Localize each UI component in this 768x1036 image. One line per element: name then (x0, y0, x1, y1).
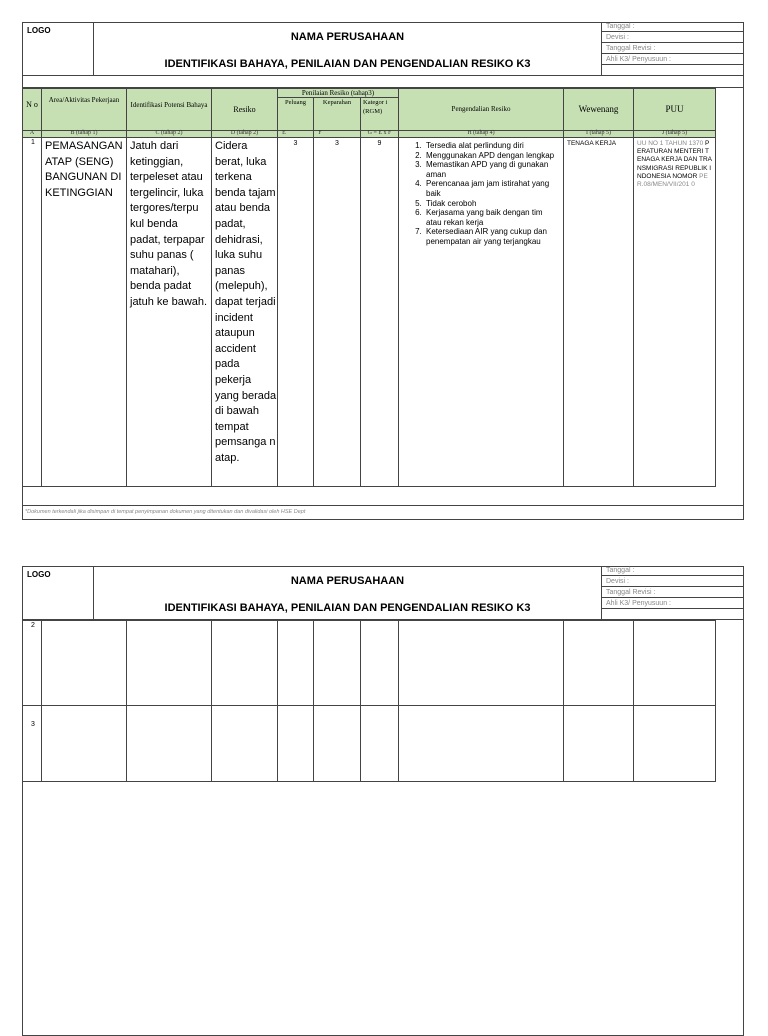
row1-puu (637, 140, 713, 189)
row3-area-cell (41, 705, 127, 782)
row1-wewenang-cell (563, 137, 634, 487)
header-spacer (22, 75, 744, 88)
document-title: IDENTIFIKASI BAHAYA, PENILAIAN DAN PENGENDALIAN RESIKO K3 (164, 602, 531, 614)
col-resiko-label: Resiko (233, 105, 256, 114)
row2-area-cell (41, 620, 127, 706)
row3-no: 3 (31, 721, 35, 728)
row1-kategori-cell (360, 137, 399, 487)
row1-no: 1 (31, 139, 35, 146)
ref-c-label: C (tahap 2) (155, 130, 183, 136)
ref-a-label: A (29, 130, 35, 136)
company-name: NAMA PERUSAHAAN (290, 575, 405, 587)
col-kategori-label: Kategor i (RGM) (363, 99, 388, 115)
logo: LOGO (27, 26, 51, 35)
row1-resiko: Cidera berat, luka terkena benda tajam atau benda padat, dehidrasi, luka suhu panas (melepuh), dapat terjadi incident ataupun accident pada pekerja yang berada di bawah tempat pemsanga n atap. (215, 140, 277, 464)
row3-resiko-cell (211, 705, 278, 782)
row3-puu-cell (633, 705, 716, 782)
row2-peluang-cell (277, 620, 314, 706)
row3-no-cell (22, 705, 42, 782)
row1-keparahan-cell (313, 137, 361, 487)
ref-f-label: F (318, 130, 322, 136)
meta-tanggal: Tanggal : (606, 23, 635, 30)
row2-wewenang-cell (563, 620, 634, 706)
row1-peluang: 3 (293, 140, 298, 147)
col-puu-label: PUU (665, 104, 684, 114)
row1-no-cell (22, 137, 42, 487)
pengendalian-item: 2. Menggunakan APD dengan lengkap (424, 151, 560, 161)
col-wewenang-label: Wewenang (578, 104, 619, 114)
col-area (41, 88, 127, 131)
row1-kategori: 9 (377, 140, 382, 147)
meta-tanggal-revisi: Tanggal Revisi : (606, 589, 656, 596)
row2-keparahan-cell (313, 620, 361, 706)
col-area-label: Area/Aktivitas Pekerjaan (48, 96, 120, 104)
meta-devisi: Devisi : (606, 34, 629, 41)
col-identifikasi-label: Identifikasi Potensi Bahaya (130, 101, 208, 109)
pengendalian-list (398, 141, 560, 247)
col-peluang-label: Peluang (285, 99, 306, 106)
col-keparahan-label: Keparahan (322, 99, 352, 106)
footer-line (22, 505, 744, 507)
ref-i-label: I (tahap 5) (586, 130, 611, 136)
ref-d-label: D (tahap 2) (230, 130, 259, 136)
footer-note: *Dokumen terkendali jika disimpan di tempat penyimpanan dokumen yang ditentukan dan divalidasi oleh HSE Dept (25, 509, 306, 515)
row2-no: 2 (31, 622, 35, 629)
row2-kategori-cell (360, 620, 399, 706)
row1-peluang-cell (277, 137, 314, 487)
row3-identifikasi-cell (126, 705, 212, 782)
page-2 (0, 566, 768, 1024)
row2-identifikasi-cell (126, 620, 212, 706)
pengendalian-item: 1. Tersedia alat perlindung diri (424, 141, 560, 151)
row1-area: PEMASANGAN ATAP (SENG) BANGUNAN DI KETINGGIAN (45, 140, 123, 199)
meta-tanggal-revisi: Tanggal Revisi : (606, 45, 656, 52)
ref-h-label: H (tahap 4) (467, 130, 495, 136)
col-no-label: N o (26, 100, 38, 109)
row3-wewenang-cell (563, 705, 634, 782)
row1-keparahan: 3 (335, 140, 339, 147)
logo: LOGO (27, 570, 51, 579)
meta-penyusun: Ahli K3/ Penyusuun : (606, 56, 671, 63)
col-pengendalian-label: Pengendalian Resiko (451, 105, 511, 113)
meta-tanggal: Tanggal : (606, 567, 635, 574)
row3-pengendalian-cell (398, 705, 564, 782)
ref-g-label: G = E x F (367, 130, 392, 136)
ref-j-label: J (tahap 5) (661, 130, 688, 136)
row2-no-cell (22, 620, 42, 706)
pengendalian-item: 7. Ketersediaan AIR yang cukup dan penempatan air yang terjangkau (424, 227, 560, 246)
pengendalian-item: 3. Memastikan APD yang di gunakan aman (424, 160, 560, 179)
meta-penyusun: Ahli K3/ Penyusuun : (606, 600, 671, 607)
row3-kategori-cell (360, 705, 399, 782)
pengendalian-item: 6. Kerjasama yang baik dengan tim atau rekan kerja (424, 208, 560, 227)
puu-peraturan: PERATURAN MENTERI TENAGA KERJA DAN TRANSMIGRASI REPUBLIK INDONESIA NOMOR (637, 140, 713, 180)
col-penilaian-label: Penilaian Resiko (tahap3) (301, 89, 375, 97)
pengendalian-item: 4. Perencanaa jam jam istirahat yang baik (424, 179, 560, 198)
row2-pengendalian-cell (398, 620, 564, 706)
document-title: IDENTIFIKASI BAHAYA, PENILAIAN DAN PENGENDALIAN RESIKO K3 (164, 58, 531, 70)
ref-e-label: E (282, 130, 286, 136)
row1-pengendalian (398, 141, 560, 247)
ref-b-label: B (tahap 1) (70, 130, 98, 136)
company-name: NAMA PERUSAHAAN (290, 31, 405, 43)
row3-keparahan-cell (313, 705, 361, 782)
row3-peluang-cell (277, 705, 314, 782)
row1-wewenang: TENAGA KERJA (567, 140, 617, 147)
pengendalian-item: 5. Tidak ceroboh (424, 199, 560, 209)
row1-puu-cell (633, 137, 716, 487)
puu-undang-undang: UU NO 1 TAHUN 1370 (637, 140, 704, 147)
row2-resiko-cell (211, 620, 278, 706)
meta-devisi: Devisi : (606, 578, 629, 585)
puu-nomor: PER.08/MEN/VII/201 0 (637, 172, 708, 189)
row1-identifikasi: Jatuh dari ketinggian, terpeleset atau tergelincir, luka tergores/terpu kul benda padat, terpapar suhu panas ( matahari), benda padat jatuh ke bawah. (130, 140, 208, 308)
row2-puu-cell (633, 620, 716, 706)
